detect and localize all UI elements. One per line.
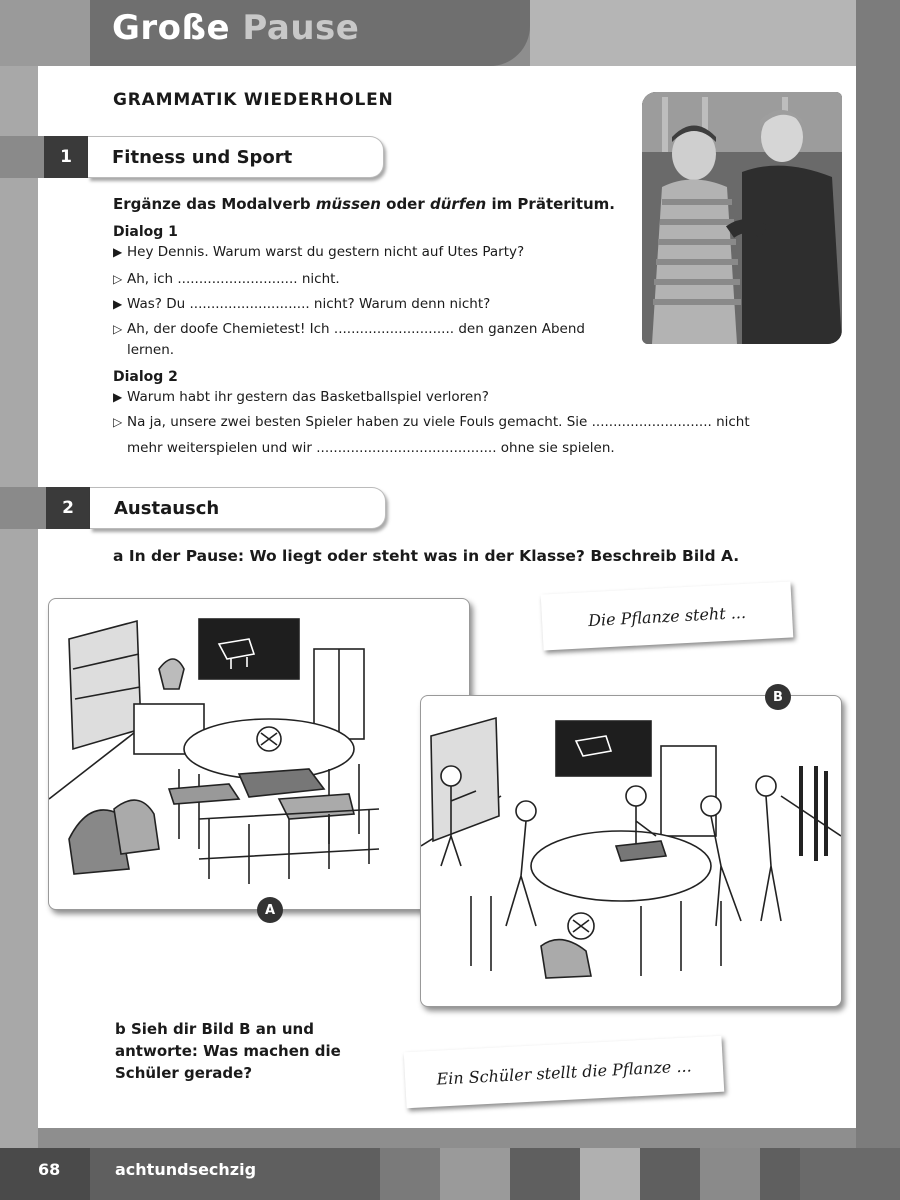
dialog2-heading: Dialog 2 bbox=[113, 369, 178, 385]
classroom-picture-a bbox=[48, 598, 470, 910]
task-a-instruction: a In der Pause: Wo liegt oder steht was in der Klasse? Beschreib Bild A. bbox=[113, 547, 740, 565]
note-b: Ein Schüler stellt die Pflanze ... bbox=[404, 1036, 724, 1109]
section1-title: Fitness und Sport bbox=[88, 136, 384, 178]
footer-stripe bbox=[380, 1148, 440, 1200]
page-number-word: achtundsechzig bbox=[115, 1160, 257, 1179]
note-a: Die Pflanze steht ... bbox=[541, 581, 794, 650]
dialog1-line: lernen. bbox=[127, 342, 175, 358]
hollow-arrow-icon: ▷ bbox=[113, 322, 123, 336]
picture-b-label: B bbox=[765, 684, 791, 710]
dialog2-line: mehr weiterspielen und wir .......................................... ohne sie spielen. bbox=[127, 440, 615, 456]
task-b-line: Schüler gerade? bbox=[115, 1064, 253, 1082]
section2-number: 2 bbox=[46, 487, 90, 529]
hollow-arrow-icon: ▷ bbox=[113, 415, 123, 429]
page-margin-right bbox=[856, 0, 900, 1200]
section2-marker-bar bbox=[0, 487, 46, 529]
task-b-instruction bbox=[115, 1018, 341, 1084]
filled-arrow-icon: ▶ bbox=[113, 245, 123, 259]
classroom-picture-b bbox=[420, 695, 842, 1007]
page-margin-left bbox=[0, 0, 38, 1200]
instruction-verb1: müssen bbox=[315, 195, 381, 213]
hollow-arrow-icon: ▷ bbox=[113, 272, 123, 286]
header-background bbox=[530, 0, 856, 66]
picture-a-label: A bbox=[257, 897, 283, 923]
section1-number: 1 bbox=[44, 136, 88, 178]
section1-marker-bar bbox=[0, 136, 46, 178]
section1-instruction bbox=[113, 195, 615, 213]
footer-stripe bbox=[580, 1148, 640, 1200]
title-part2: Pause bbox=[242, 8, 360, 48]
dialog2-line: ▶ Warum habt ihr gestern das Basketballspiel verloren? bbox=[113, 389, 489, 405]
dialog1-line: ▷ Ah, ich ............................ nicht. bbox=[113, 271, 340, 287]
page-title bbox=[112, 8, 359, 48]
filled-arrow-icon: ▶ bbox=[113, 297, 123, 311]
instruction-mid: oder bbox=[386, 195, 425, 213]
instruction-verb2: dürfen bbox=[430, 195, 487, 213]
page-number: 68 bbox=[38, 1160, 61, 1179]
dialog1-line: ▶ Hey Dennis. Warum warst du gestern nicht auf Utes Party? bbox=[113, 244, 525, 260]
dialog1-line: ▷ Ah, der doofe Chemietest! Ich ............................ den ganzen Abend bbox=[113, 321, 585, 337]
task-b-line: b Sieh dir Bild B an und bbox=[115, 1020, 314, 1038]
footer-stripe bbox=[800, 1148, 900, 1200]
task-b-line: antworte: Was machen die bbox=[115, 1042, 341, 1060]
grammar-heading: GRAMMATIK WIEDERHOLEN bbox=[113, 90, 394, 110]
section2-title: Austausch bbox=[90, 487, 386, 529]
header-left-block bbox=[0, 0, 90, 66]
instruction-pre: Ergänze das Modalverb bbox=[113, 195, 311, 213]
footer-stripe bbox=[700, 1148, 760, 1200]
instruction-post: im Präteritum. bbox=[491, 195, 616, 213]
dialog1-heading: Dialog 1 bbox=[113, 224, 178, 240]
footer-stripe bbox=[440, 1148, 510, 1200]
boys-photo bbox=[642, 92, 842, 344]
filled-arrow-icon: ▶ bbox=[113, 390, 123, 404]
title-part1: Große bbox=[112, 8, 231, 48]
dialog2-line: ▷ Na ja, unsere zwei besten Spieler haben zu viele Fouls gemacht. Sie ............................ nicht bbox=[113, 414, 750, 430]
dialog1-line: ▶ Was? Du ............................ nicht? Warum denn nicht? bbox=[113, 296, 491, 312]
